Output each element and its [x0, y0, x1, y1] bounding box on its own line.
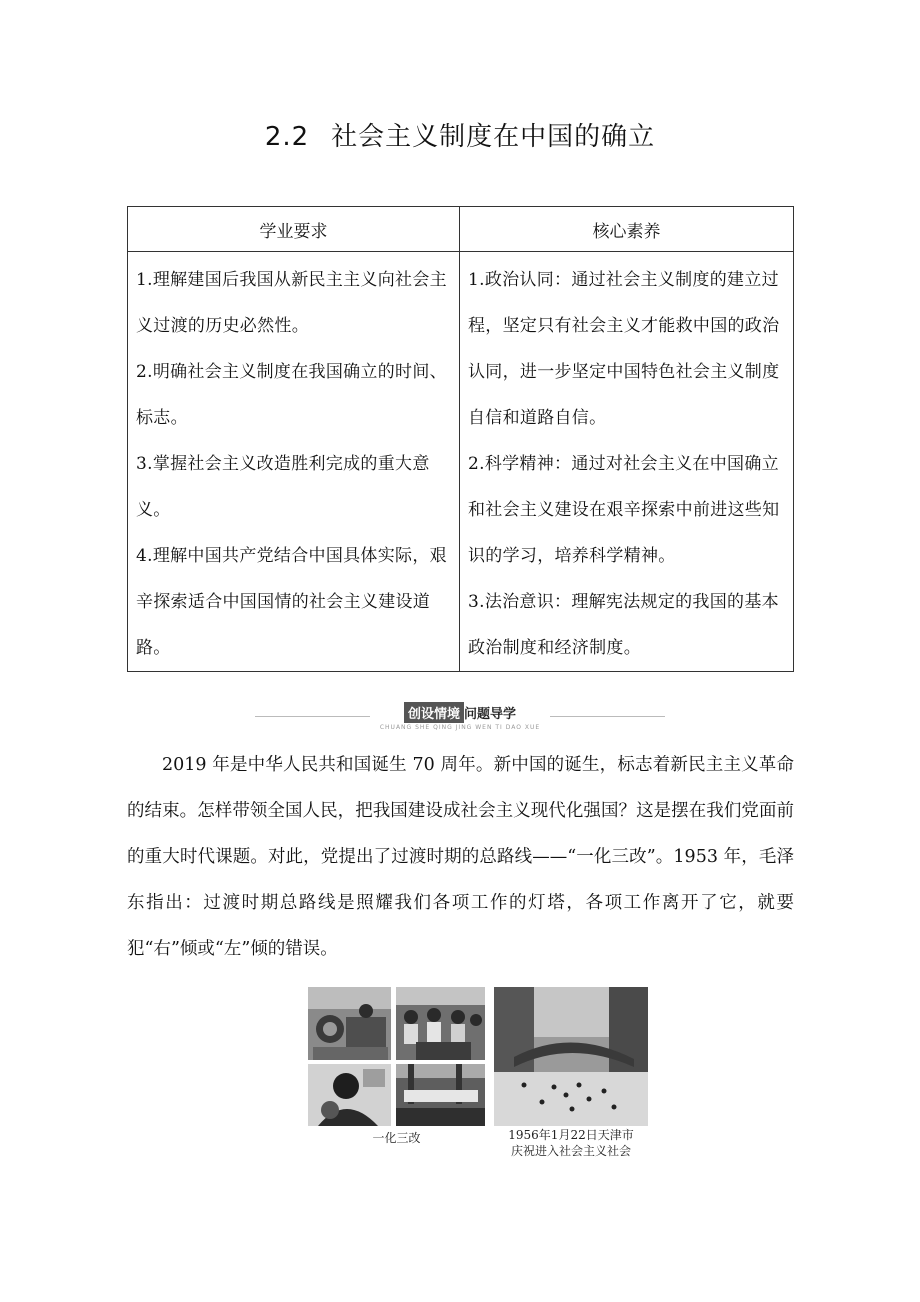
- photo-meeting: [396, 987, 485, 1060]
- section-title: 社会主义制度在中国的确立: [331, 122, 656, 152]
- banner-text: 问题导学: [464, 707, 517, 722]
- table-row: [128, 252, 794, 672]
- list-item: 3.掌握社会主义改造胜利完成的重大意义。: [136, 454, 430, 520]
- list-item: 2.科学精神：通过对社会主义在中国确立和社会主义建设在艰辛探索中前进这些知识的学习，培养科学精神。: [468, 454, 780, 566]
- page-title: [0, 116, 920, 153]
- photo-industry: [308, 987, 391, 1060]
- caption-right-line1: 1956年1月22日天津市: [508, 1128, 634, 1142]
- list-item: 4.理解中国共产党结合中国具体实际，艰辛探索适合中国国情的社会主义建设道路。: [136, 546, 447, 658]
- photo-parade-banner: [396, 1064, 485, 1126]
- banner-badge: 创设情境: [404, 702, 464, 723]
- list-item: 1.理解建国后我国从新民主主义向社会主义过渡的历史必然性。: [136, 270, 447, 336]
- header-academic-requirements: 学业要求: [128, 207, 460, 252]
- banner-pinyin: CHUANG SHE QING JING WEN TI DAO XUE: [379, 724, 541, 731]
- caption-left: 一化三改: [372, 1131, 421, 1145]
- list-item: 2.明确社会主义制度在我国确立的时间、标志。: [136, 362, 447, 428]
- intro-paragraph: 2019 年是中华人民共和国诞生 70 周年。新中国的诞生，标志着新民主主义革命的结束。怎样带领全国人民，把我国建设成社会主义现代化强国？这是摆在我们党面前的重大时代课题。对此，党提出了过渡时期的总路线——“一化三改”。1953 年，毛泽东指出：过渡时期总路线是照耀我们各项工作的灯塔，各项工作离开了它，就要犯“右”倾或“左”倾的错误。: [127, 755, 794, 959]
- requirements-table: [127, 206, 794, 672]
- photo-tianjin-celebration: [494, 987, 648, 1126]
- academic-requirements-cell: [128, 252, 460, 672]
- section-banner: [0, 702, 920, 733]
- list-item: 1.政治认同：通过社会主义制度的建立过程，坚定只有社会主义才能救中国的政治认同，进一步坚定中国特色社会主义制度自信和道路自信。: [468, 270, 780, 428]
- caption-right: [494, 1127, 648, 1159]
- section-number: 2.2: [264, 122, 310, 152]
- photo-worker: [308, 1064, 391, 1126]
- list-item: 3.法治意识：理解宪法规定的我国的基本政治制度和经济制度。: [468, 592, 779, 658]
- table-header-row: [128, 207, 794, 252]
- photo-figure: [308, 987, 648, 1158]
- header-core-literacy: 核心素养: [460, 207, 794, 252]
- caption-right-line2: 庆祝进入社会主义社会: [510, 1144, 631, 1158]
- core-literacy-cell: [460, 252, 794, 672]
